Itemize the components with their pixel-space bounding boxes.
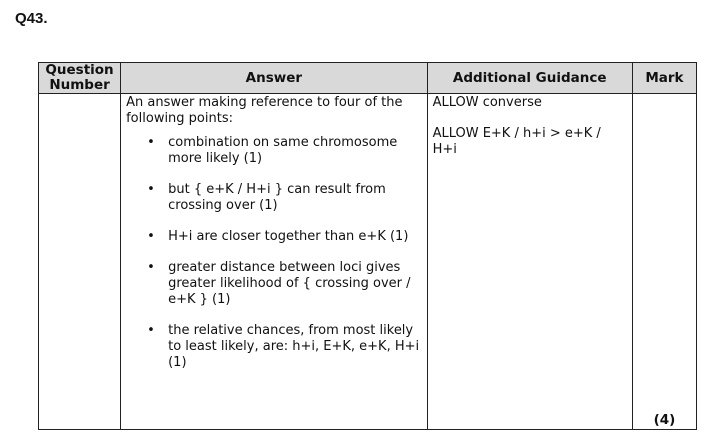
mark-cell [632,94,696,430]
bullet-icon: • [147,182,155,197]
answer-row [39,94,697,430]
answer-point: • the relative chances, from most likely to least likely, are: h+i, E+K, e+K, H+i (1) [147,323,420,370]
answer-point: • combination on same chromosome more likely (1) [147,135,398,166]
answer-intro: An answer making reference to four of the following points: [126,95,403,126]
bullet-icon: • [147,323,155,338]
guidance-line: ALLOW E+K / h+i > e+K / H+i [432,126,601,157]
header-row [39,63,697,94]
question-number-heading: Q43. [15,10,48,27]
bullet-icon: • [147,135,155,150]
answer-point: • H+i are closer together than e+K (1) [147,229,409,244]
guidance-line: ALLOW converse [432,95,542,110]
answer-point: • but { e+K / H+i } can result from crossing over (1) [147,182,386,213]
header-additional-guidance: Additional Guidance [427,63,632,94]
mark-value: (4) [653,412,676,428]
answer-point: • greater distance between loci gives greater likelihood of { crossing over / e+K } (1) [147,260,411,307]
header-question-number: Question Number [39,63,121,94]
bullet-icon: • [147,260,155,275]
question-number-cell [39,94,121,430]
mark-scheme-table [38,62,697,430]
guidance-cell [427,94,632,430]
header-mark: Mark [632,63,696,94]
answer-cell [121,94,427,430]
header-answer: Answer [121,63,427,94]
answer-points-list [126,135,424,371]
bullet-icon: • [147,229,155,244]
